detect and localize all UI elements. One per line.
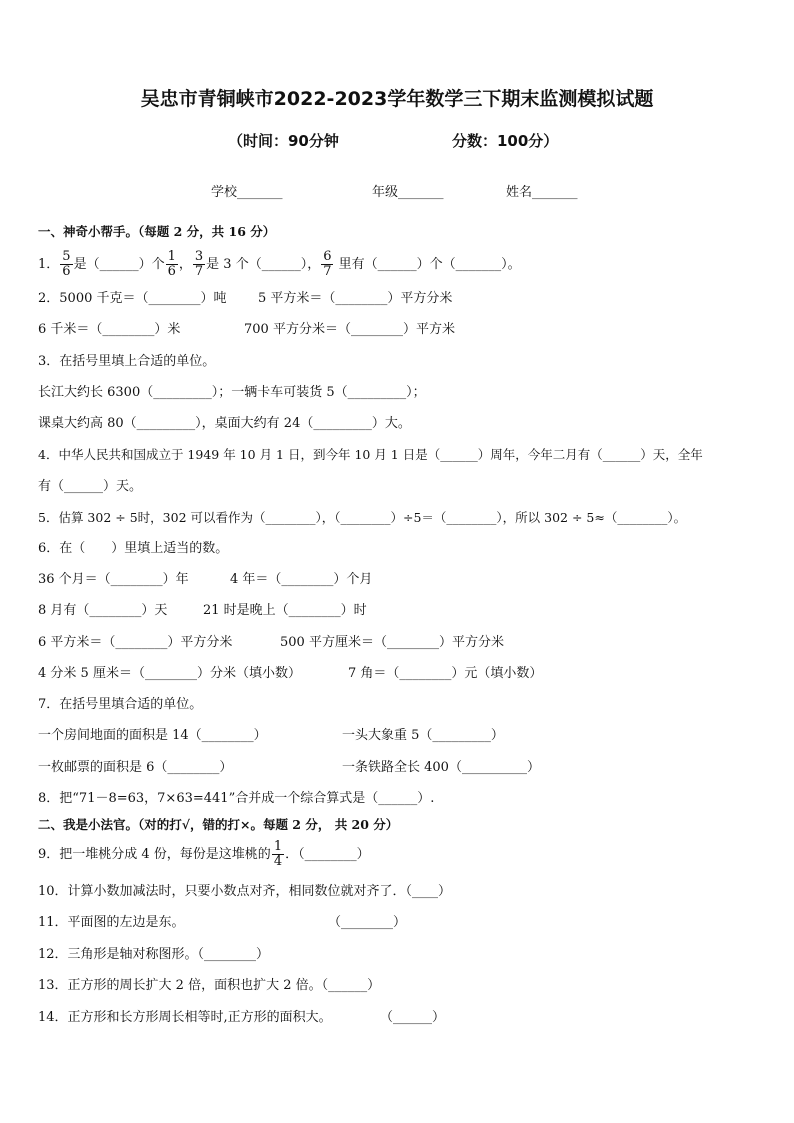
exam-title: 吴忠市青铜峡市2022-2023学年数学三下期末监测模拟试题 [140, 88, 654, 110]
question-6g: 4 分米 5 厘米＝（________）分米（填小数） [38, 666, 301, 681]
q9-fraction: $\frac{1}{4}$ [273, 839, 283, 869]
question-13: 13．正方形的周长扩大 2 倍，面积也扩大 2 倍。（______） [38, 978, 381, 993]
q1-fraction-4: $\frac{6}{7}$ [323, 249, 332, 279]
q1-text-1: 是（______）个 [73, 257, 165, 272]
name-field: 姓名_______ [506, 185, 578, 200]
question-6e: 6 平方米＝（________）平方分米 [38, 635, 233, 650]
question-4a: 4．中华人民共和国成立于 1949 年 10 月 1 日，到今年 10 月 1 日是（______）周年，今年二月有（______）天，全年 [38, 447, 703, 462]
question-3b: 课桌大约高 80（_________），桌面大约有 24（_________）大。 [38, 416, 411, 431]
question-2a: 2．5000 千克＝（________）吨 [38, 291, 227, 306]
question-3a: 长江大约长 6300（_________）；一辆卡车可装货 5（_________）； [38, 385, 426, 400]
q1-number: 1． [38, 257, 60, 272]
question-5: 5．估算 302 ÷ 5时，302 可以看作为（________），（________）÷5＝（________），所以 302 ÷ 5≈（________）。 [38, 510, 687, 525]
question-6d: 21 时是晚上（________）时 [203, 603, 367, 618]
question-8: 8．把“71－8=63，7×63=441”合并成一个综合算式是（______）. [38, 791, 435, 806]
question-14-blank: （______） [380, 1010, 446, 1025]
question-14: 14．正方形和长方形周长相等时,正方形的面积大。 [38, 1010, 332, 1025]
question-3: 3．在括号里填上合适的单位。 [38, 354, 216, 369]
question-9 [38, 840, 370, 869]
question-6c: 8 月有（________）天 [38, 603, 168, 618]
grade-field: 年级_______ [372, 185, 444, 200]
question-6b: 4 年＝（________）个月 [230, 572, 373, 587]
question-6: 6．在（ ）里填上适当的数。 [38, 541, 229, 556]
question-6h: 7 角＝（________）元（填小数） [348, 666, 543, 681]
exam-time: （时间：90分钟 [228, 132, 339, 150]
question-6f: 500 平方厘米＝（________）平方分米 [280, 635, 504, 650]
q9-text: 9．把一堆桃分成 4 份，每份是这堆桃的 [38, 847, 271, 862]
q1-text-2: ， [178, 257, 192, 272]
exam-score: 分数：100分） [452, 132, 559, 150]
question-10: 10．计算小数加减法时，只要小数点对齐，相同数位就对齐了．（____） [38, 884, 452, 899]
q1-text-3: 是 3 个（______）， [206, 257, 321, 272]
section2-heading: 二、我是小法官。（对的打√，错的打×。每题 2 分， 共 20 分） [38, 817, 399, 832]
question-7d: 一条铁路全长 400（__________） [342, 760, 540, 775]
q1-text-4: 里有（______）个（_______）。 [334, 257, 521, 272]
question-7a: 一个房间地面的面积是 14（________） [38, 728, 267, 743]
school-field: 学校_______ [211, 185, 283, 200]
question-7: 7．在括号里填合适的单位。 [38, 697, 203, 712]
question-11: 11．平面图的左边是东。 [38, 915, 185, 930]
section1-heading: 一、神奇小帮手。（每题 2 分，共 16 分） [38, 224, 276, 239]
question-7b: 一头大象重 5（_________） [342, 728, 504, 743]
q1-fraction-2: $\frac{1}{6}$ [167, 249, 176, 279]
question-2b: 5 平方米＝（________）平方分米 [258, 291, 453, 306]
question-6a: 36 个月＝（________）年 [38, 572, 189, 587]
q1-fraction-3: $\frac{3}{7}$ [194, 249, 204, 279]
q1-fraction-1: $\frac{5}{6}$ [62, 249, 71, 279]
question-12: 12．三角形是轴对称图形。（________） [38, 947, 270, 962]
question-4b: 有（______）天。 [38, 479, 143, 494]
question-1 [38, 250, 521, 279]
question-2d: 700 平方分米＝（________）平方米 [244, 322, 455, 337]
q9-tail: ．（________） [285, 847, 370, 862]
question-2c: 6 千米＝（________）米 [38, 322, 181, 337]
question-11-blank: （________） [328, 915, 407, 930]
question-7c: 一枚邮票的面积是 6（________） [38, 760, 233, 775]
